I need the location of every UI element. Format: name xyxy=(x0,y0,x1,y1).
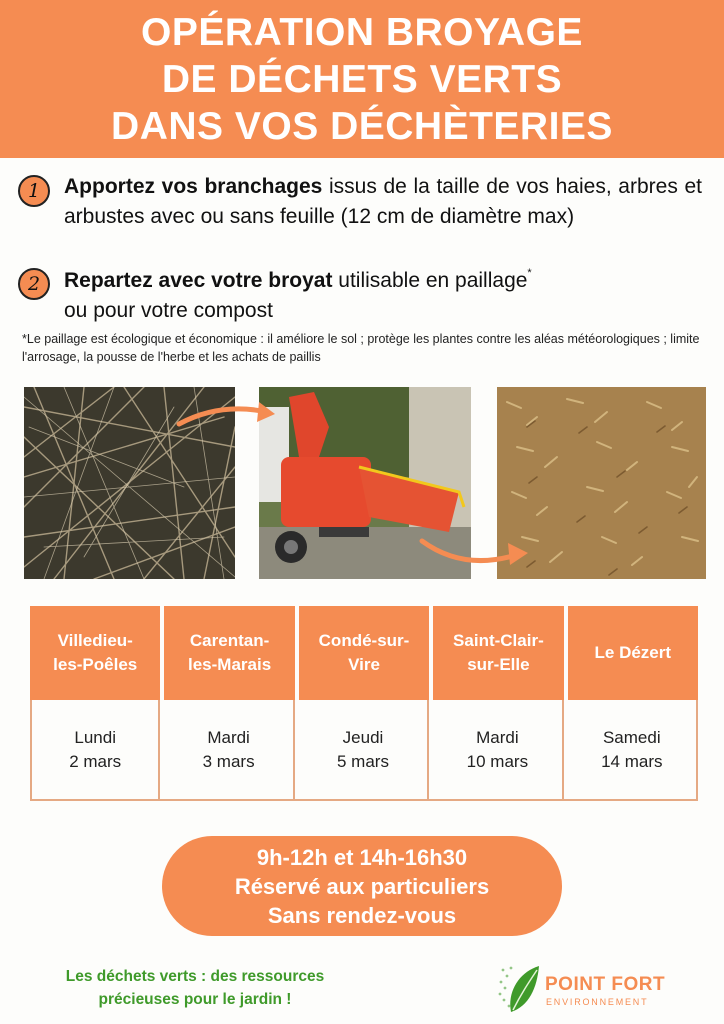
title-line-3: DANS VOS DÉCHÈTERIES xyxy=(111,104,613,148)
date-cell xyxy=(299,700,429,799)
location-name-line: Vire xyxy=(348,655,380,674)
weekday: Mardi xyxy=(476,727,519,747)
location-name-line: Condé-sur- xyxy=(318,631,410,650)
slogan-line-2: précieuses pour le jardin ! xyxy=(98,991,292,1008)
location-name-line: sur-Elle xyxy=(467,655,530,674)
slogan-line-1: Les déchets verts : des ressources xyxy=(65,968,325,985)
step-text xyxy=(64,172,702,232)
location-header xyxy=(568,606,698,700)
opening-hours: 9h-12h et 14h-16h30 xyxy=(256,844,468,870)
location-name-line: les-Poêles xyxy=(53,655,138,674)
location-name-line: Saint-Clair- xyxy=(453,631,544,650)
weekday: Samedi xyxy=(602,727,661,747)
location-header xyxy=(30,606,160,700)
date-cell xyxy=(568,700,698,799)
schedule-column xyxy=(164,606,294,799)
step-1 xyxy=(18,172,702,232)
arrow-icon xyxy=(175,398,285,438)
logo-brand: POINT FORT xyxy=(545,974,666,995)
arrow-icon xyxy=(418,533,536,575)
title-line-2: DE DÉCHETS VERTS xyxy=(161,57,563,101)
step-2 xyxy=(18,266,702,326)
location-header xyxy=(164,606,294,700)
date: 2 mars xyxy=(69,751,122,771)
date: 14 mars xyxy=(601,751,663,771)
footer-slogan xyxy=(36,965,354,1011)
date: 5 mars xyxy=(337,751,389,771)
booking-note: Sans rendez-vous xyxy=(267,902,457,928)
logo-subtitle: ENVIRONNEMENT xyxy=(546,997,649,1007)
step-number-badge: 1 xyxy=(18,175,50,207)
location-name-line: Le Dézert xyxy=(594,643,672,662)
date-cell xyxy=(164,700,294,799)
footnote-marker: * xyxy=(527,267,532,279)
date-cell xyxy=(30,700,160,799)
weekday: Lundi xyxy=(74,727,116,747)
location-header xyxy=(433,606,563,700)
location-name-line: Villedieu- xyxy=(57,631,133,650)
location-name-line: les-Marais xyxy=(188,655,272,674)
title-banner xyxy=(0,0,724,158)
step-number-badge: 2 xyxy=(18,268,50,300)
step-description: issus de la taille de vos haies, arbres et arbustes avec ou sans feuille (12 cm de diamètre max) xyxy=(64,175,702,228)
location-header xyxy=(299,606,429,700)
info-pill xyxy=(162,836,562,936)
schedule-column xyxy=(433,606,563,799)
title-line-1: OPÉRATION BROYAGE xyxy=(141,10,583,54)
schedule-column xyxy=(30,606,160,799)
location-name-line: Carentan- xyxy=(189,631,270,650)
step-description: utilisable en paillage xyxy=(332,269,528,292)
leaf-icon xyxy=(497,962,543,1016)
weekday: Jeudi xyxy=(342,727,384,747)
date-cell xyxy=(433,700,563,799)
step-description-continued: ou pour votre compost xyxy=(64,299,273,322)
schedule-column xyxy=(299,606,429,799)
step-text xyxy=(64,266,702,326)
step-highlight: Repartez avec votre broyat xyxy=(64,269,333,292)
weekday: Mardi xyxy=(207,727,250,747)
date: 3 mars xyxy=(202,751,255,771)
company-logo xyxy=(497,962,677,1016)
audience-note: Réservé aux particuliers xyxy=(234,873,490,899)
schedule-column xyxy=(568,606,698,799)
date: 10 mars xyxy=(466,751,529,771)
footnote: *Le paillage est écologique et économique : il améliore le sol ; protège les plantes contre les aléas météorologiques ; limite l'arrosage, la pousse de l'herbe et les achats de paillis xyxy=(22,332,700,364)
step-highlight: Apportez vos branchages xyxy=(64,175,323,198)
schedule-table xyxy=(30,606,698,801)
